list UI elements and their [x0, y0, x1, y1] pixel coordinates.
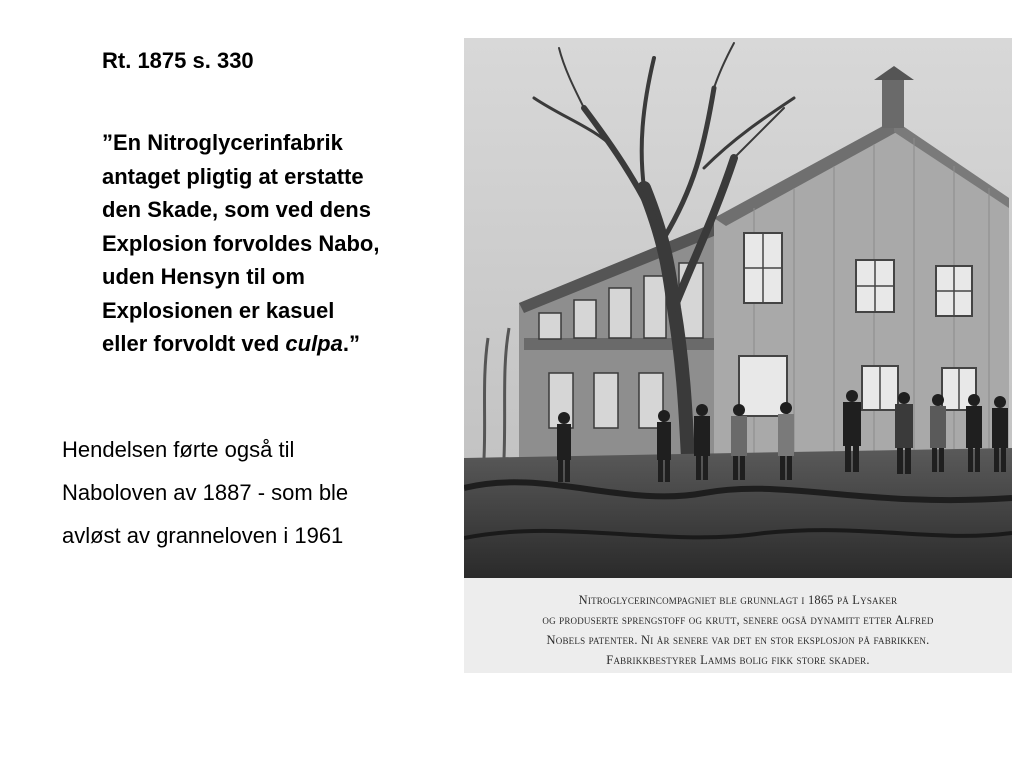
quote-emphasis: culpa [285, 331, 343, 356]
quote-text: ”En Nitroglycerinfabrik antaget pligtig at erstatte den Skade, som ved dens Explosion forvoldes Nabo, uden Hensyn til om Explosionen er kasuel eller forvoldt ved [102, 130, 380, 356]
quote-closing: .” [342, 331, 360, 356]
photo-caption [464, 590, 1012, 670]
case-citation: Rt. 1875 s. 330 [102, 48, 254, 73]
court-quote [102, 126, 472, 361]
caption-line: Nobels patenter. Ni år senere var det en stor eksplosjon på fabrikken. [546, 633, 930, 647]
damaged-building-illustration [464, 38, 1012, 578]
caption-line: Fabrikkbestyrer Lamms bolig fikk store skader. [606, 653, 870, 667]
history-note [62, 428, 462, 557]
note-line: avløst av granneloven i 1961 [62, 523, 344, 548]
caption-line: Nitroglycerincompagniet ble grunnlagt i 1865 på Lysaker [578, 593, 898, 607]
note-line: Naboloven av 1887 - som ble [62, 480, 349, 505]
factory-photo [464, 38, 1012, 673]
note-line: Hendelsen førte også til [62, 437, 295, 462]
caption-line: og produserte sprengstoff og krutt, senere også dynamitt etter Alfred [542, 613, 934, 627]
